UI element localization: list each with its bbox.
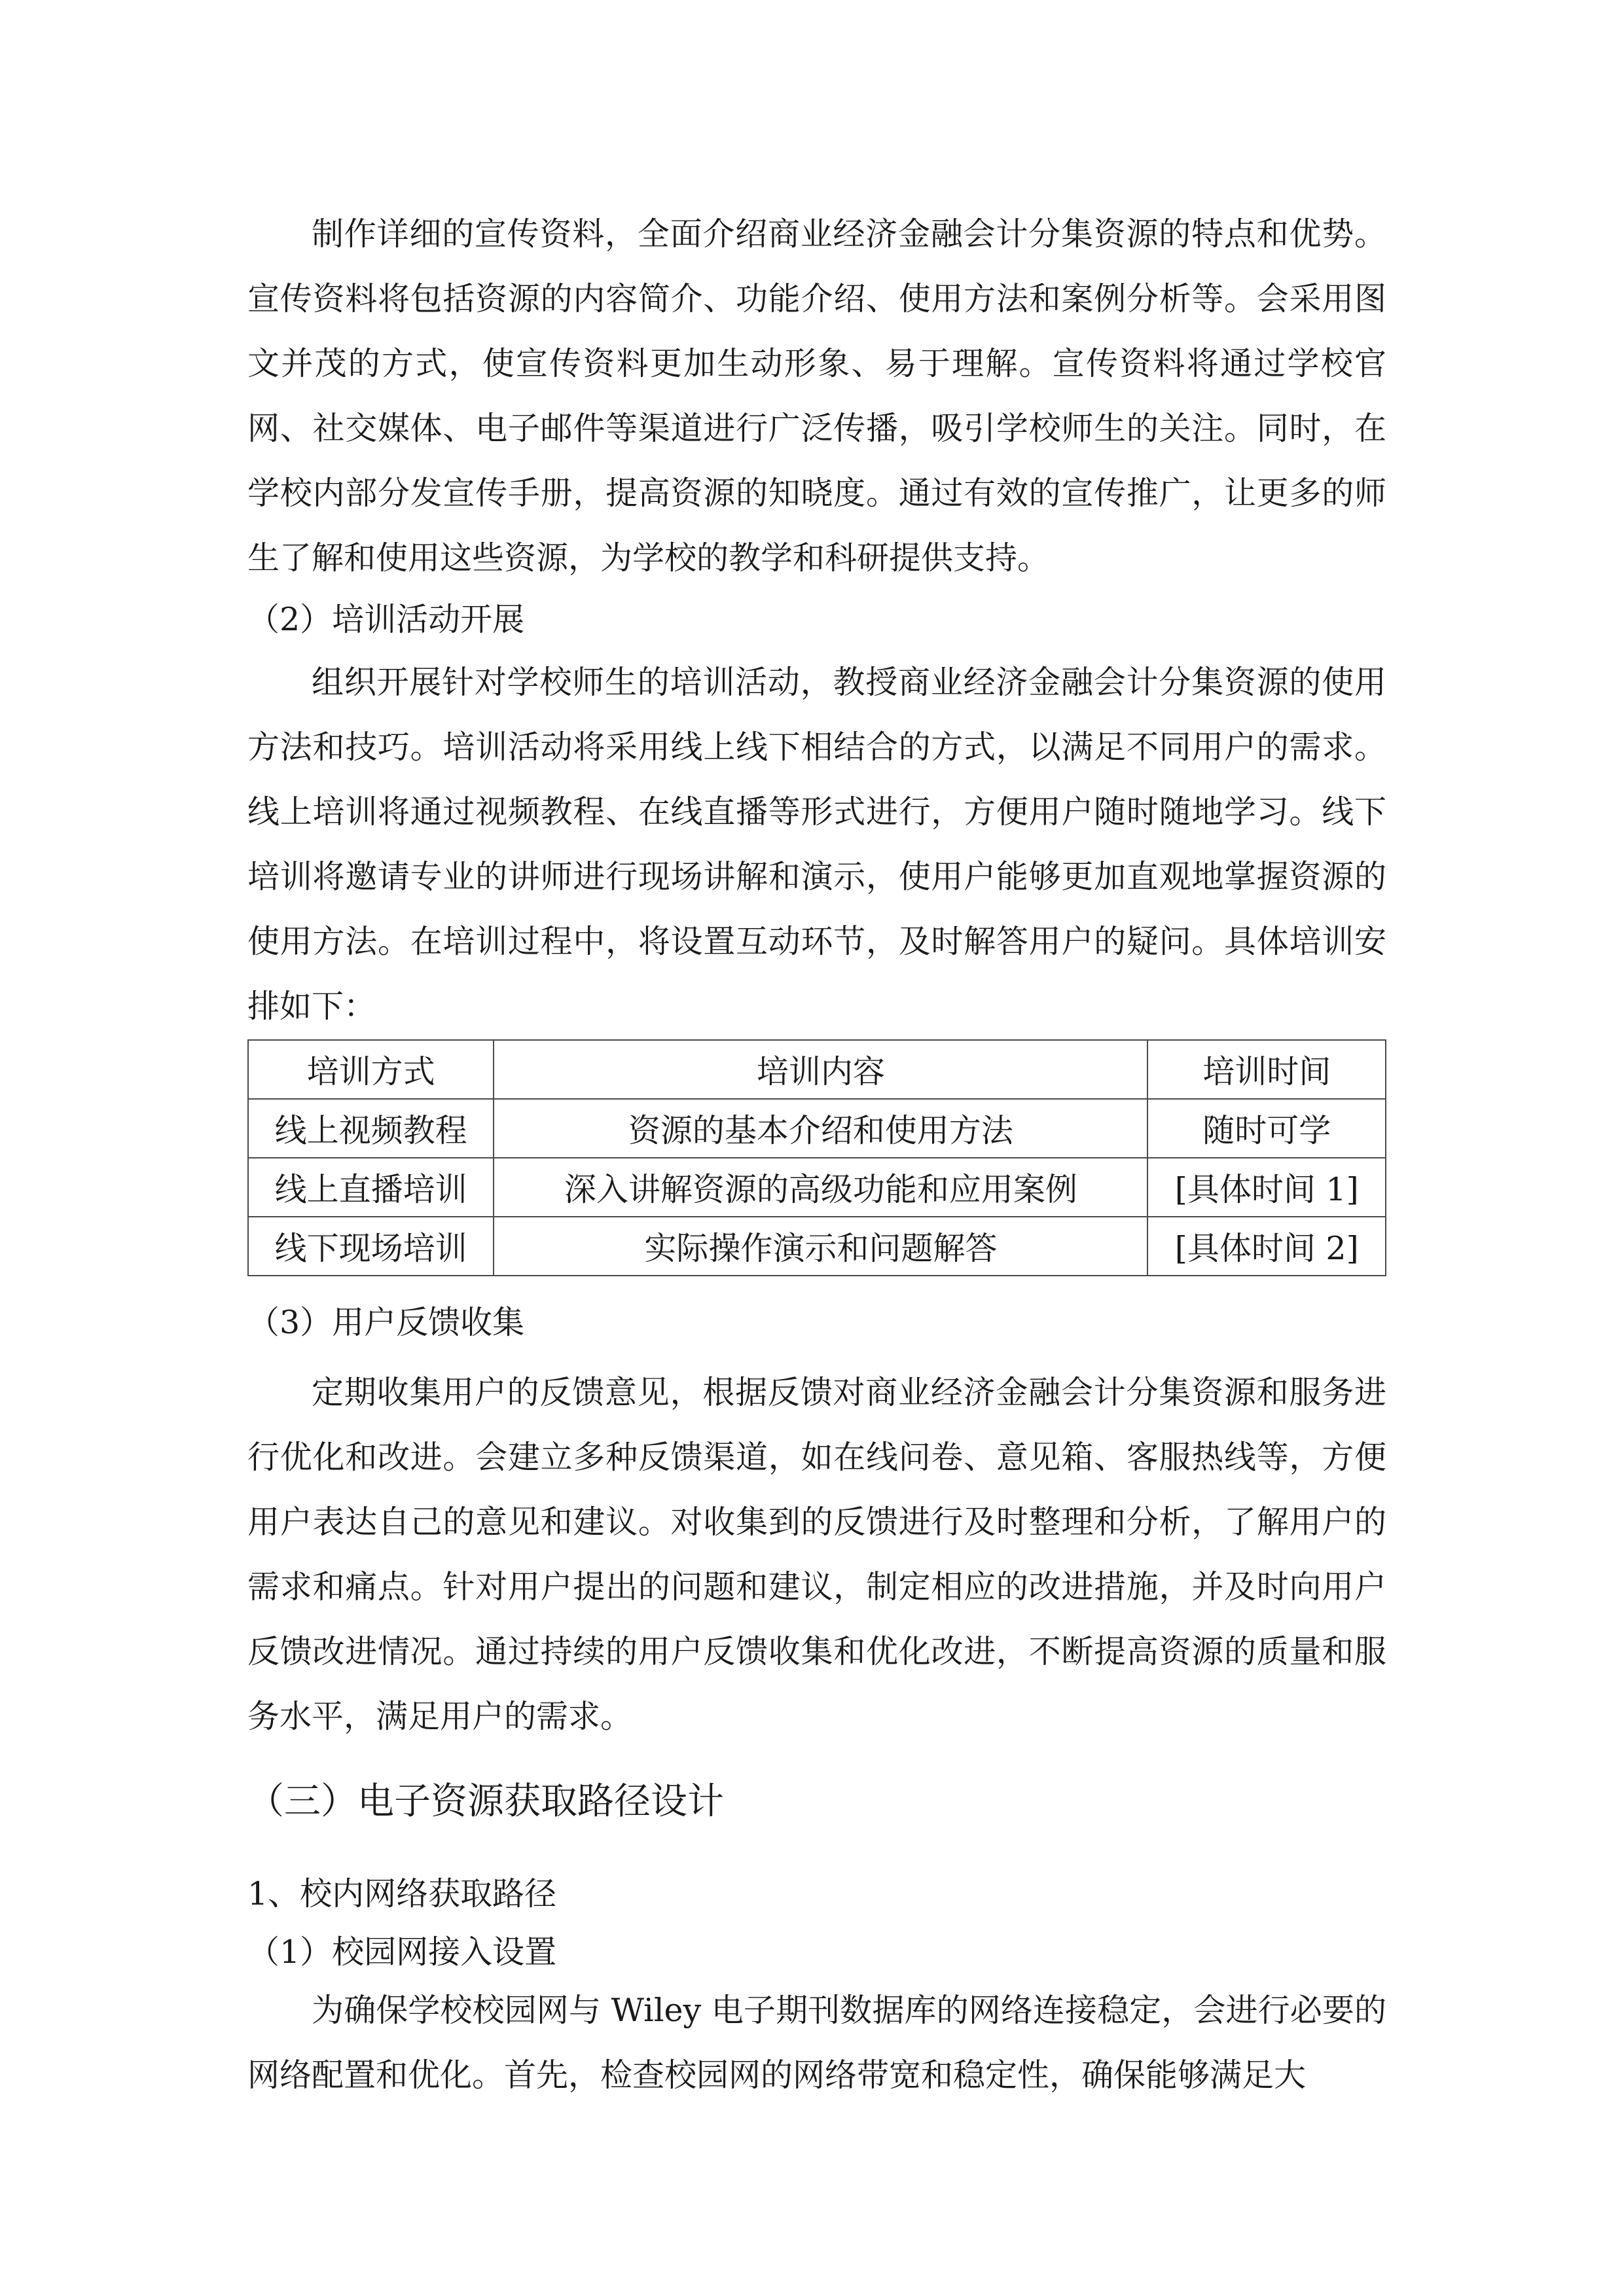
table-cell: 深入讲解资源的高级功能和应用案例 (494, 1158, 1147, 1217)
training-heading: （2）培训活动开展 (247, 601, 525, 638)
table-cell: [具体时间 2] (1147, 1217, 1386, 1276)
campus-path-heading: 1、校内网络获取路径 (247, 1875, 557, 1912)
section-heading: （三）电子资源获取路径设计 (247, 1780, 724, 1823)
table-cell: [具体时间 1] (1147, 1158, 1386, 1217)
table-cell: 实际操作演示和问题解答 (494, 1217, 1147, 1276)
table-header-cell: 培训时间 (1147, 1040, 1386, 1099)
table-cell: 线上视频教程 (248, 1099, 494, 1158)
promotion-paragraph: 制作详细的宣传资料，全面介绍商业经济金融会计分集资源的特点和优势。宣传资料将包括资源的内容简介、功能介绍、使用方法和案例分析等。会采用图文并茂的方式，使宣传资料更加生动形象、易于理解。宣传资料将通过学校官网、社交媒体、电子邮件等渠道进行广泛传播，吸引学校师生的关注。同时，在学校内部分发宣传手册，提高资源的知晓度。通过有效的宣传推广，让更多的师生了解和使用这些资源，为学校的教学和科研提供支持。 (247, 215, 1386, 577)
table-cell: 线上直播培训 (248, 1158, 494, 1217)
table-header-row (248, 1040, 1386, 1099)
table-cell: 线下现场培训 (248, 1217, 494, 1276)
table-header-cell: 培训内容 (494, 1040, 1147, 1099)
table-row (248, 1217, 1386, 1276)
training-paragraph: 组织开展针对学校师生的培训活动，教授商业经济金融会计分集资源的使用方法和技巧。培训活动将采用线上线下相结合的方式，以满足不同用户的需求。线上培训将通过视频教程、在线直播等形式进行，方便用户随时随地学习。线下培训将邀请专业的讲师进行现场讲解和演示，使用户能够更加直观地掌握资源的使用方法。在培训过程中，将设置互动环节，及时解答用户的疑问。具体培训安排如下： (247, 664, 1386, 1025)
table-row (248, 1099, 1386, 1158)
table-header-cell: 培训方式 (248, 1040, 494, 1099)
table-row (248, 1158, 1386, 1217)
feedback-heading: （3）用户反馈收集 (247, 1304, 525, 1341)
campus-network-heading: （1）校园网接入设置 (247, 1933, 557, 1971)
training-schedule-table (247, 1039, 1386, 1276)
table-cell: 随时可学 (1147, 1099, 1386, 1158)
network-paragraph: 为确保学校校园网与 Wiley 电子期刊数据库的网络连接稳定，会进行必要的网络配置和优化。首先，检查校园网的网络带宽和稳定性，确保能够满足大 (247, 1992, 1386, 2094)
table-cell: 资源的基本介绍和使用方法 (494, 1099, 1147, 1158)
feedback-paragraph: 定期收集用户的反馈意见，根据反馈对商业经济金融会计分集资源和服务进行优化和改进。会建立多种反馈渠道，如在线问卷、意见箱、客服热线等，方便用户表达自己的意见和建议。对收集到的反馈进行及时整理和分析，了解用户的需求和痛点。针对用户提出的问题和建议，制定相应的改进措施，并及时向用户反馈改进情况。通过持续的用户反馈收集和优化改进，不断提高资源的质量和服务水平，满足用户的需求。 (247, 1374, 1386, 1735)
